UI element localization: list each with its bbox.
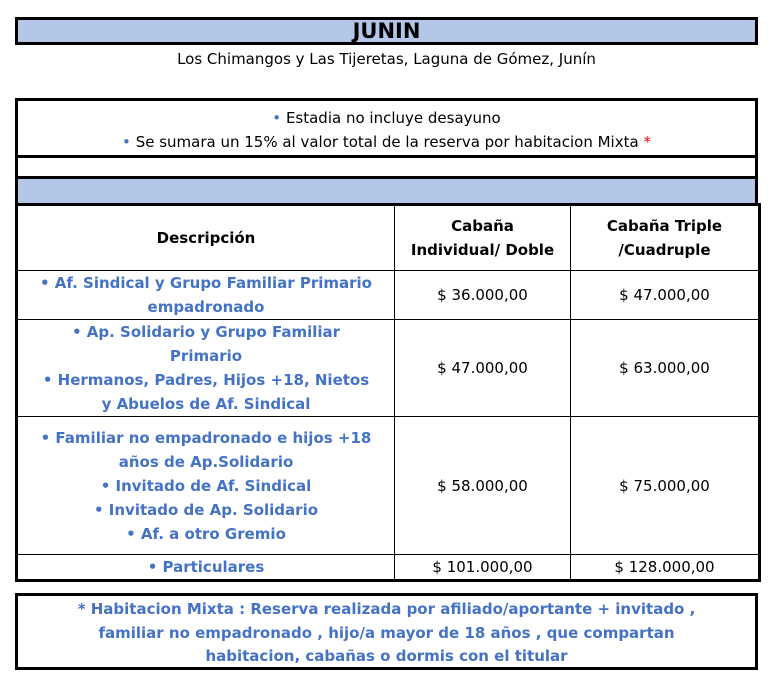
price-table [15,203,761,582]
note-breakfast-text: Estadia no incluye desayuno [285,109,501,127]
header-col2-line2: /Cuadruple [618,241,711,259]
price-triple-quadruple: $ 47.000,00 [571,271,760,320]
row-description [17,555,395,581]
price-triple-quadruple: $ 75.000,00 [571,417,760,555]
price-individual-double: $ 36.000,00 [395,271,571,320]
page-title: JUNIN [15,17,758,45]
note-mixed-room-text: Se sumara un 15% al valor total de la reserva por habitacion Mixta [135,133,639,151]
row-description [17,417,395,555]
section-band [15,179,758,203]
price-triple-quadruple: $ 128.000,00 [571,555,760,581]
header-individual-double [395,205,571,271]
description-line: • Familiar no empadronado e hijos +18 [40,428,372,447]
spacer-row [15,158,758,179]
description-line: • Hermanos, Padres, Hijos +18, Nietos [42,371,370,389]
bullet-icon: • [122,133,131,151]
asterisk-mark: * [643,133,651,151]
note-breakfast [18,106,755,130]
header-col2-line1: Cabaña Triple [606,217,723,235]
row-description [17,320,395,417]
table-row [17,555,760,581]
price-individual-double: $ 101.000,00 [395,555,571,581]
table-row [17,320,760,417]
footnote-line: familiar no empadronado , hijo/a mayor de 18 años , que compartan [98,623,675,642]
notes-box [15,98,758,158]
description-line: y Abuelos de Af. Sindical [101,395,311,413]
header-col1-line2: Individual/ Doble [410,241,555,259]
price-triple-quadruple: $ 63.000,00 [571,320,760,417]
note-mixed-room [18,130,755,154]
header-col1-line1: Cabaña [451,217,514,235]
table-header-row [17,205,760,271]
price-individual-double: $ 47.000,00 [395,320,571,417]
description-line: Primario [169,347,243,365]
footnote-line: * Habitacion Mixta : Reserva realizada por afiliado/aportante + invitado , [77,600,696,618]
price-individual-double: $ 58.000,00 [395,417,571,555]
description-line: • Af. a otro Gremio [126,524,286,543]
description-line: • Ap. Solidario y Grupo Familiar [71,323,341,341]
description-line: años de Ap.Solidario [118,452,294,471]
description-line: • Af. Sindical y Grupo Familiar Primario [40,274,372,292]
bullet-icon: • [272,109,282,127]
row-description [17,271,395,320]
header-description: Descripción [17,205,395,271]
description-line: • Invitado de Af. Sindical [100,476,312,495]
description-line: • Particulares [147,558,265,576]
footnote-box [15,593,758,670]
header-triple-quadruple [571,205,760,271]
description-line: • Invitado de Ap. Solidario [93,500,319,519]
location-subtitle: Los Chimangos y Las Tijeretas, Laguna de Gómez, Junín [177,50,596,68]
table-row [17,417,760,555]
footnote-line: habitacion, cabañas o dormis con el titular [205,647,568,665]
description-line: empadronado [147,298,265,316]
table-row [17,271,760,320]
